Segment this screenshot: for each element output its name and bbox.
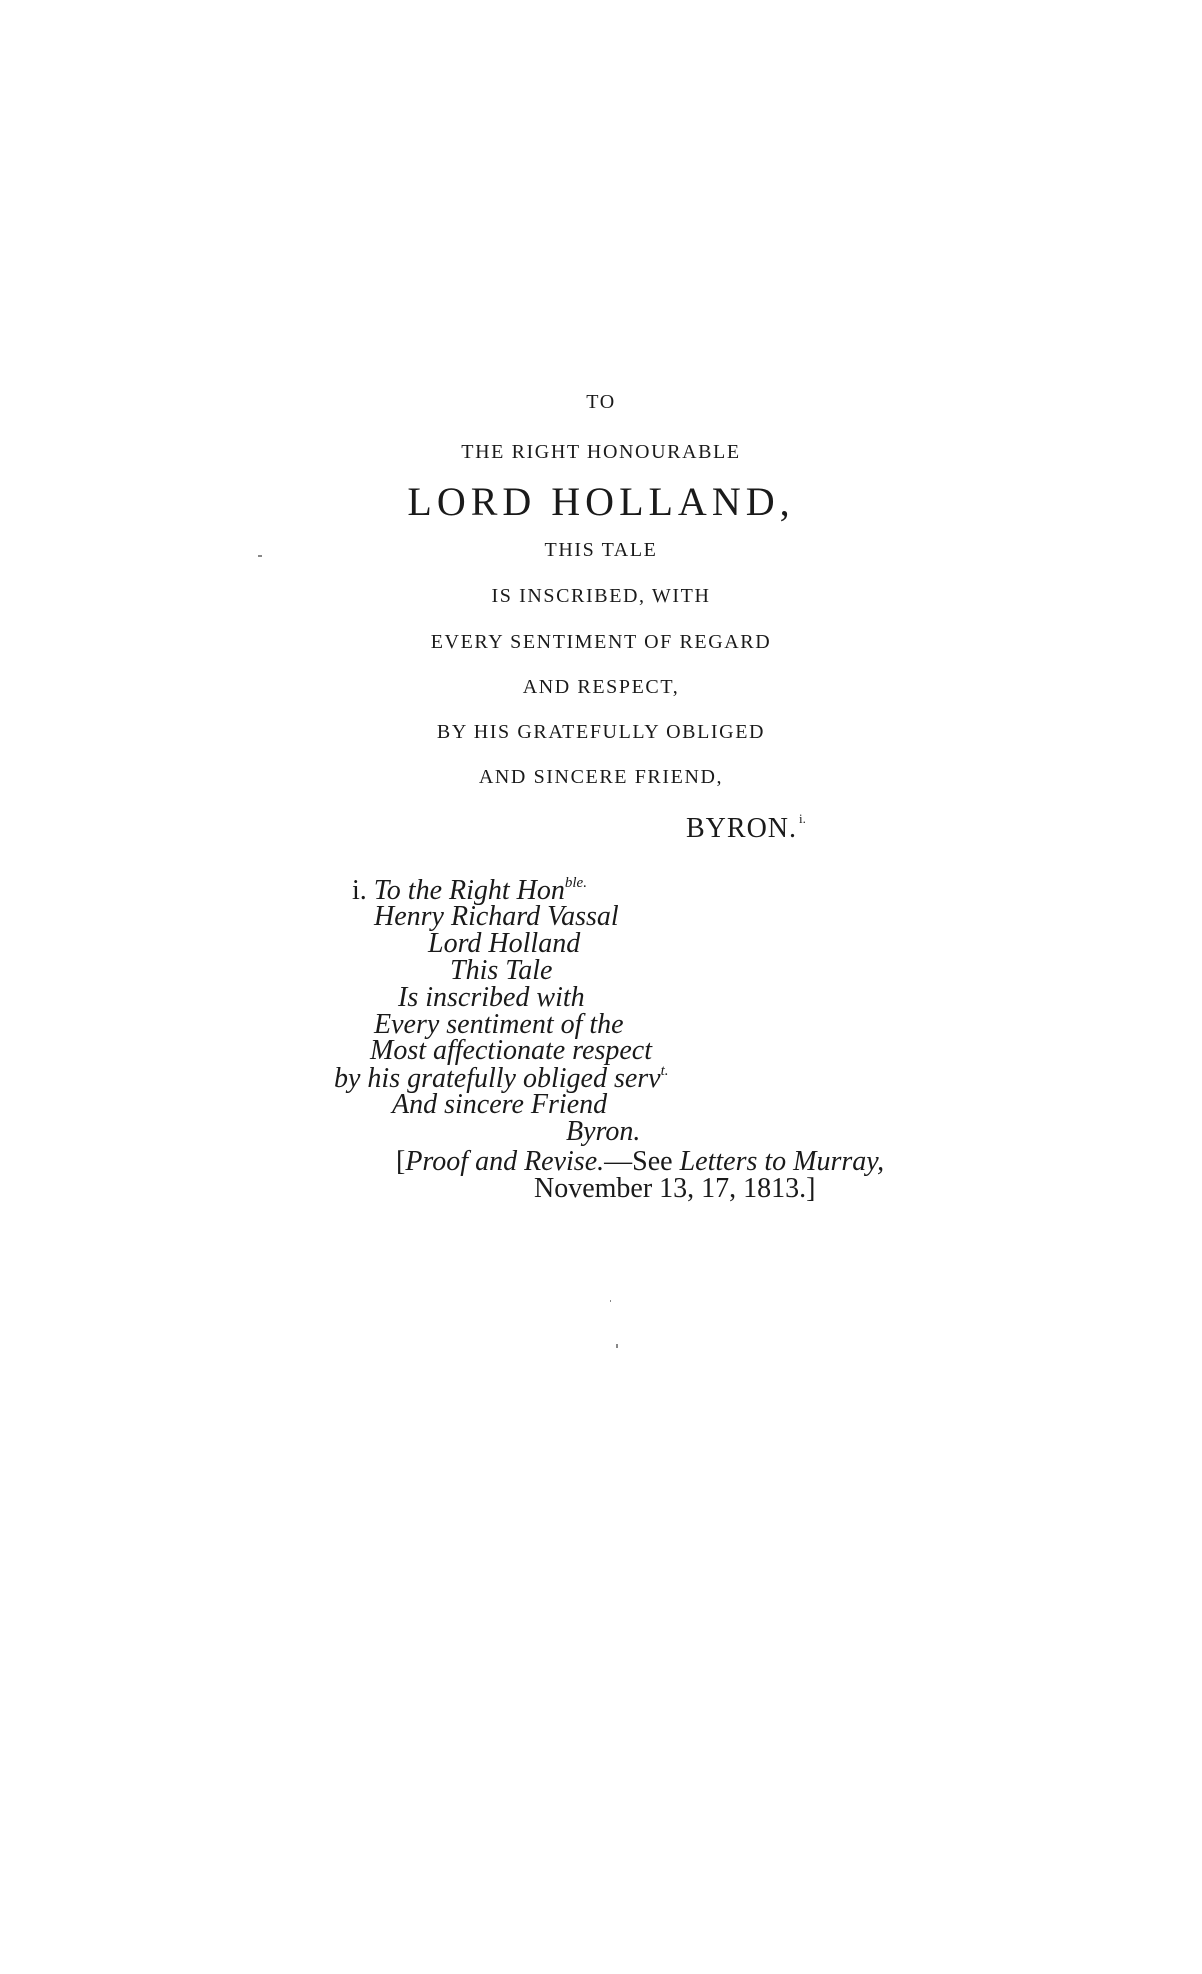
footnote-line-4: This Tale [450, 955, 553, 986]
scan-speck [610, 1300, 611, 1302]
footnote-line-8-text: by his gratefully obliged serv [334, 1063, 661, 1094]
dedication-signature [686, 812, 806, 843]
footnote-line-7: Most affectionate respect [370, 1035, 652, 1066]
editorial-note-dates: November 13, 17, 1813.] [534, 1173, 816, 1204]
scan-speck [258, 555, 262, 557]
scan-speck [616, 1344, 618, 1348]
dedication-obliged: BY HIS GRATEFULLY OBLIGED [436, 721, 766, 743]
footnote-line-1-text: To the Right Hon [373, 875, 565, 906]
footnote-line-9: And sincere Friend [392, 1089, 608, 1120]
dedication-inscribed: IS INSCRIBED, WITH [491, 585, 711, 607]
footnote-line-1-sup: ble. [564, 875, 587, 891]
editorial-proof: Proof and Revise. [405, 1146, 605, 1177]
signature-text: BYRON. [686, 813, 798, 844]
dedication-this-tale: THIS TALE [544, 539, 658, 561]
editorial-open-bracket: [ [396, 1146, 406, 1177]
dedication-friend: AND SINCERE FRIEND, [478, 766, 724, 788]
footnote-line-2: Henry Richard Vassal [374, 901, 619, 932]
signature-note-mark: i. [799, 811, 806, 826]
editorial-letters: Letters to Murray, [679, 1146, 885, 1177]
footnote-line-3: Lord Holland [428, 928, 581, 959]
dedication-name: LORD HOLLAND, [407, 479, 795, 524]
footnote-line-10: Byron. [566, 1116, 641, 1147]
footnote-marker: i. [352, 875, 367, 906]
footnote-line-8-sup: t. [660, 1063, 669, 1079]
editorial-note-line-1 [396, 1148, 884, 1176]
footnote-line-6: Every sentiment of the [374, 1009, 624, 1040]
dedication-to: TO [586, 391, 616, 413]
editorial-see: —See [604, 1146, 680, 1177]
dedication-sentiment: EVERY SENTIMENT OF REGARD [430, 631, 772, 653]
footnote-line-5: Is inscribed with [398, 982, 585, 1013]
dedication-respect: AND RESPECT, [522, 676, 680, 698]
dedication-right-honourable: THE RIGHT HONOURABLE [461, 441, 741, 463]
